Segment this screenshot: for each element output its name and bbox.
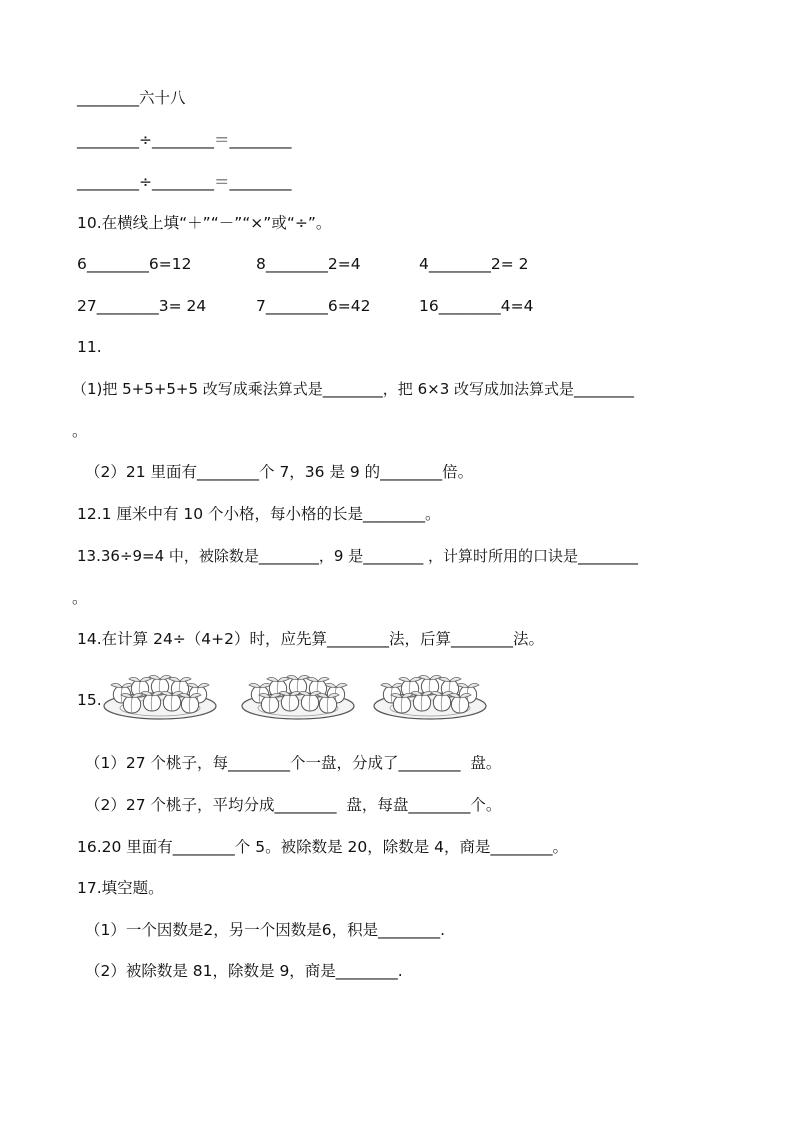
question-11-part-1-end: 。 (72, 422, 88, 440)
plate-2 (242, 675, 354, 719)
question-11-title: 11. (77, 338, 102, 356)
question-10-item: 7________6=42 (256, 297, 371, 315)
peach-plates-illustration (102, 664, 492, 732)
question-15-part-2: （2）27 个桃子，平均分成________ 盘，每盘________个。 (85, 796, 502, 814)
question-11-part-2: （2）21 里面有________个 7，36 是 9 的________倍。 (85, 463, 474, 481)
plate-1 (104, 675, 216, 719)
question-17-part-2: （2）被除数是 81，除数是 9，商是________. (85, 962, 403, 980)
question-15-part-1: （1）27 个桃子，每________个一盘，分成了________ 盘。 (85, 754, 502, 772)
question-14: 14.在计算 24÷（4+2）时，应先算________法，后算________法。 (77, 630, 544, 648)
question-10-item: 4________2= 2 (419, 255, 529, 273)
question-10-item: 27________3= 24 (77, 297, 207, 315)
question-12: 12.1 厘米中有 10 个小格，每小格的长是________。 (77, 505, 441, 523)
question-13: 13.36÷9=4 中，被除数是________，9 是________ ，计算时所用的口诀是________ (77, 547, 639, 565)
question-16: 16.20 里面有________个 5。被除数是 20，除数是 4，商是________。 (77, 838, 569, 856)
question-10-item: 16________4=4 (419, 297, 534, 315)
division-blank-line-2: ________÷________＝________ (77, 173, 292, 191)
question-10-item: 6________6=12 (77, 255, 192, 273)
question-15-title: 15. (77, 691, 102, 709)
question-10-item: 8________2=4 (256, 255, 361, 273)
fill-blank-line-1: ________六十八 (77, 89, 186, 107)
question-17-title: 17.填空题。 (77, 879, 164, 897)
question-10-title: 10.在横线上填“＋”“－”“×”或“÷”。 (77, 214, 332, 232)
division-blank-line-1: ________÷________＝________ (77, 131, 292, 149)
plate-3 (374, 675, 486, 719)
question-13-end: 。 (72, 589, 88, 607)
question-11-part-1: （1)把 5+5+5+5 改写成乘法算式是________，把 6×3 改写成加法算式是________ (72, 380, 635, 398)
question-17-part-1: （1）一个因数是2，另一个因数是6，积是________. (85, 921, 446, 939)
